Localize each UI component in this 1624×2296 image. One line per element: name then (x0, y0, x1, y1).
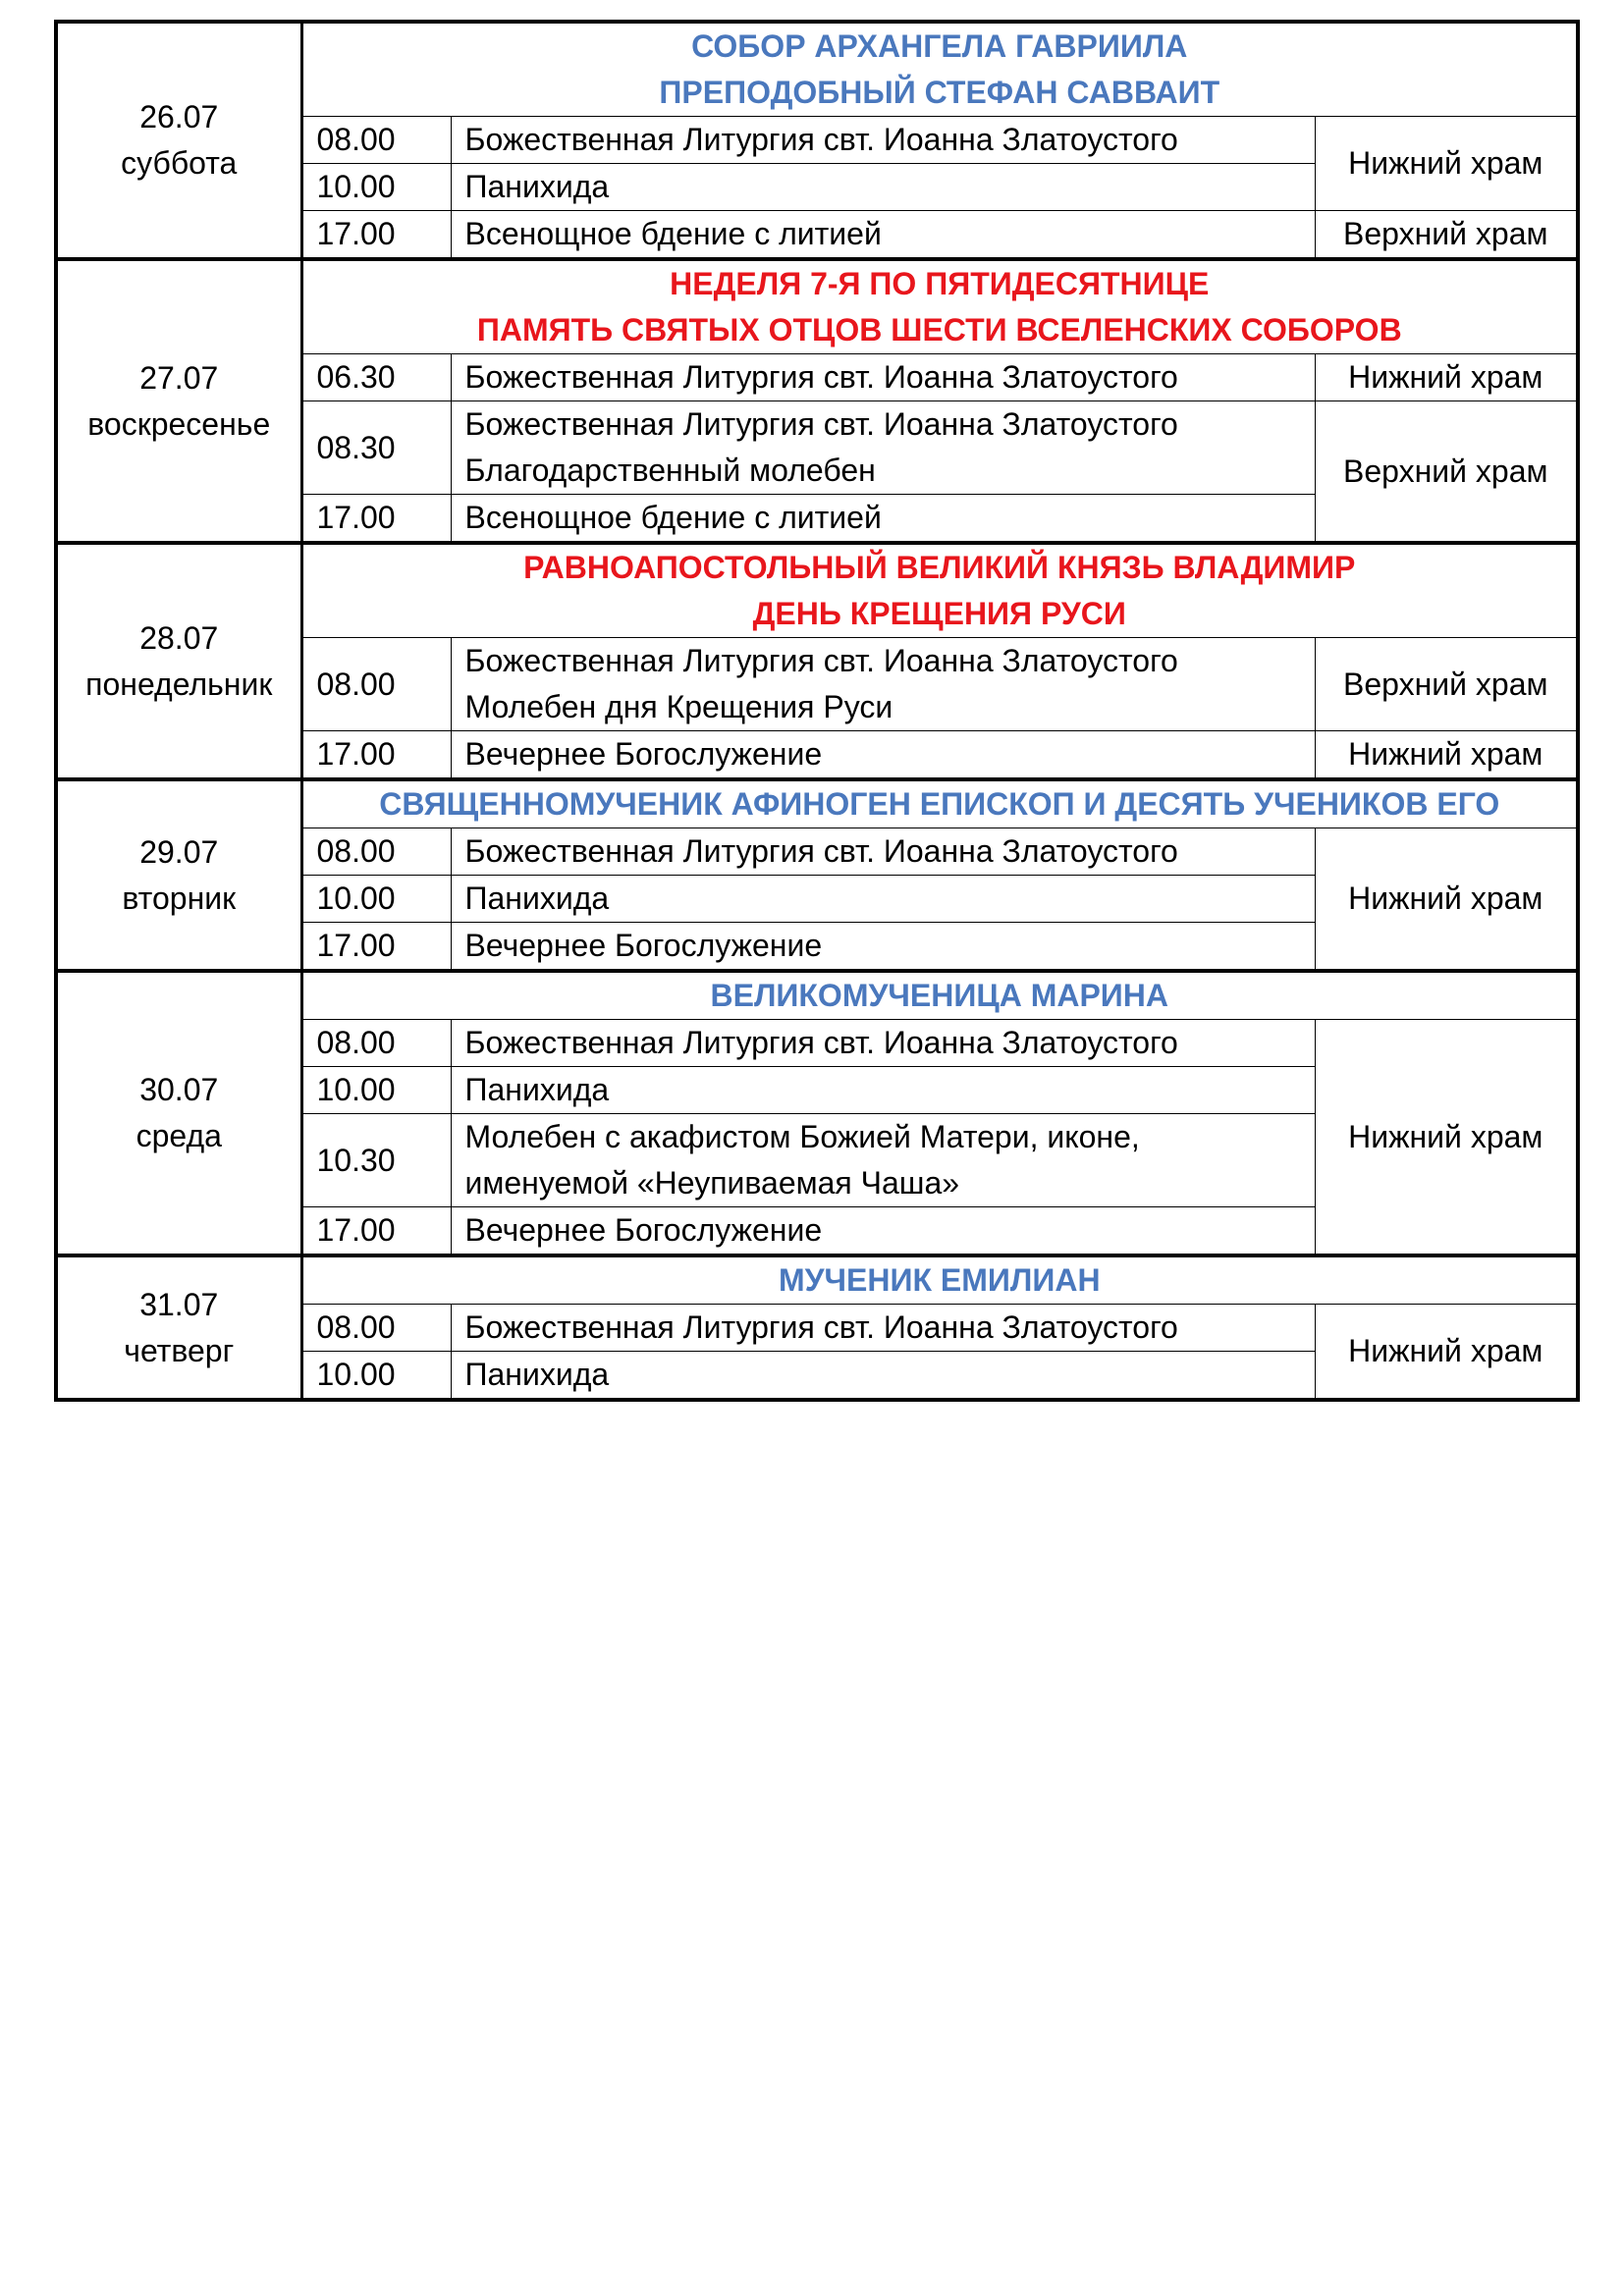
service-name: Панихида (451, 1352, 1315, 1401)
service-name-line: Божественная Литургия свт. Иоанна Златоустого (464, 406, 1178, 442)
feast-line: ВЕЛИКОМУЧЕНИЦА МАРИНА (710, 978, 1169, 1013)
service-time: 10.00 (301, 1352, 451, 1401)
service-name: Панихида (451, 164, 1315, 211)
service-location: Нижний храм (1315, 731, 1578, 780)
service-location: Верхний храм (1315, 211, 1578, 260)
feast-line: СОБОР АРХАНГЕЛА ГАВРИИЛА (691, 28, 1188, 64)
day-header-row (56, 1255, 1578, 1305)
weekday: среда (135, 1118, 222, 1153)
schedule-table (54, 20, 1580, 1402)
service-name: Панихида (451, 876, 1315, 923)
service-name: Вечернее Богослужение (451, 923, 1315, 972)
service-time: 17.00 (301, 1207, 451, 1256)
service-name-line: Молебен с акафистом Божией Матери, иконе, (464, 1119, 1140, 1154)
service-name: Вечернее Богослужение (451, 731, 1315, 780)
feast-title (301, 259, 1578, 354)
feast-title (301, 1255, 1578, 1305)
service-time: 08.00 (301, 117, 451, 164)
service-location: Нижний храм (1315, 1305, 1578, 1401)
service-name: Божественная Литургия свт. Иоанна Златоустого (451, 354, 1315, 401)
service-location: Нижний храм (1315, 117, 1578, 211)
date-cell (56, 259, 301, 543)
feast-line: РАВНОАПОСТОЛЬНЫЙ ВЕЛИКИЙ КНЯЗЬ ВЛАДИМИР (523, 550, 1356, 585)
weekday: суббота (121, 145, 238, 181)
service-time: 08.30 (301, 401, 451, 495)
service-time: 10.00 (301, 876, 451, 923)
date: 31.07 (139, 1286, 219, 1322)
service-name: Всенощное бдение с литией (451, 495, 1315, 544)
service-name-line: Благодарственный молебен (464, 453, 876, 488)
date-cell (56, 779, 301, 971)
date: 29.07 (139, 833, 219, 870)
service-location: Нижний храм (1315, 1020, 1578, 1256)
date: 30.07 (139, 1072, 219, 1107)
date: 27.07 (139, 359, 219, 396)
service-name-line: Молебен дня Крещения Руси (464, 689, 893, 724)
service-name (451, 638, 1315, 731)
service-time: 08.00 (301, 1020, 451, 1067)
service-name: Божественная Литургия свт. Иоанна Златоустого (451, 1020, 1315, 1067)
service-time: 17.00 (301, 923, 451, 972)
service-name: Всенощное бдение с литией (451, 211, 1315, 260)
service-location: Верхний храм (1315, 401, 1578, 544)
date-cell (56, 971, 301, 1255)
feast-title (301, 22, 1578, 117)
day-header-row (56, 971, 1578, 1020)
service-time: 10.00 (301, 164, 451, 211)
service-name (451, 1114, 1315, 1207)
feast-line: ДЕНЬ КРЕЩЕНИЯ РУСИ (752, 596, 1126, 631)
weekday: вторник (122, 880, 237, 916)
service-name: Божественная Литургия свт. Иоанна Златоустого (451, 1305, 1315, 1352)
feast-title (301, 779, 1578, 828)
service-name-line: Божественная Литургия свт. Иоанна Златоустого (464, 643, 1178, 678)
service-name: Божественная Литургия свт. Иоанна Златоустого (451, 828, 1315, 876)
date: 26.07 (139, 99, 219, 134)
service-time: 08.00 (301, 1305, 451, 1352)
service-name: Панихида (451, 1067, 1315, 1114)
feast-line: НЕДЕЛЯ 7-Я ПО ПЯТИДЕСЯТНИЦЕ (670, 266, 1210, 301)
feast-line: ПРЕПОДОБНЫЙ СТЕФАН САВВАИТ (659, 75, 1220, 110)
service-time: 17.00 (301, 731, 451, 780)
date: 28.07 (139, 619, 219, 656)
feast-line: МУЧЕНИК ЕМИЛИАН (778, 1262, 1101, 1298)
service-time: 08.00 (301, 828, 451, 876)
feast-title (301, 971, 1578, 1020)
weekday: понедельник (85, 666, 273, 702)
date-cell (56, 1255, 301, 1400)
service-name: Вечернее Богослужение (451, 1207, 1315, 1256)
service-name: Божественная Литургия свт. Иоанна Златоустого (451, 117, 1315, 164)
date-cell (56, 22, 301, 259)
feast-line: СВЯЩЕННОМУЧЕНИК АФИНОГЕН ЕПИСКОП И ДЕСЯТЬ УЧЕНИКОВ ЕГО (379, 786, 1500, 822)
weekday: воскресенье (87, 405, 271, 442)
service-location: Нижний храм (1315, 828, 1578, 972)
weekday: четверг (124, 1332, 235, 1368)
day-header-row (56, 779, 1578, 828)
day-header-row (56, 259, 1578, 354)
service-time: 17.00 (301, 495, 451, 544)
day-header-row (56, 22, 1578, 117)
service-location: Нижний храм (1315, 354, 1578, 401)
service-time: 08.00 (301, 638, 451, 731)
feast-line: ПАМЯТЬ СВЯТЫХ ОТЦОВ ШЕСТИ ВСЕЛЕНСКИХ СОБОРОВ (476, 312, 1402, 347)
day-header-row (56, 543, 1578, 638)
service-time: 06.30 (301, 354, 451, 401)
service-name-line: именуемой «Неупиваемая Чаша» (464, 1165, 960, 1201)
service-time: 17.00 (301, 211, 451, 260)
service-time: 10.00 (301, 1067, 451, 1114)
service-name (451, 401, 1315, 495)
feast-title (301, 543, 1578, 638)
date-cell (56, 543, 301, 779)
service-time: 10.30 (301, 1114, 451, 1207)
service-location: Верхний храм (1315, 638, 1578, 731)
